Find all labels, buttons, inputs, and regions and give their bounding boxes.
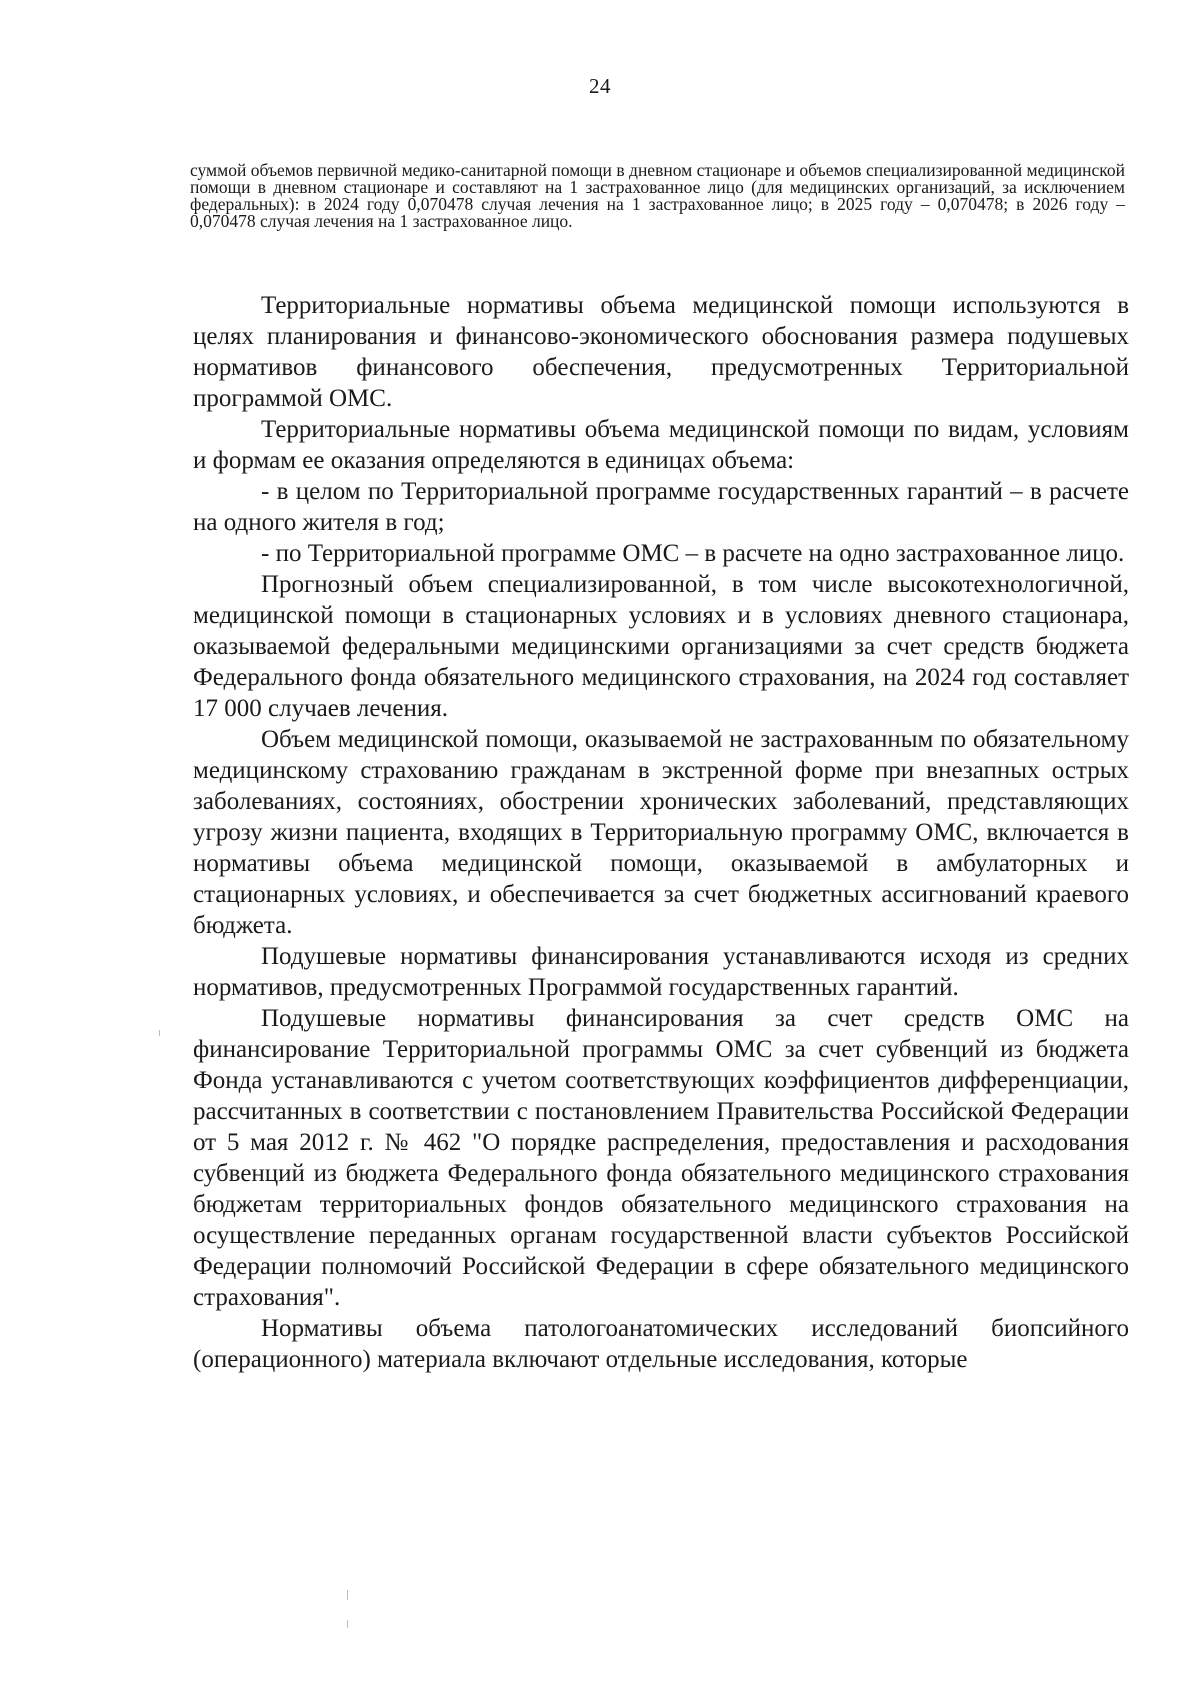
scan-artifact-mark bbox=[347, 1620, 348, 1628]
continued-paragraph: суммой объемов первичной медико-санитарной помощи в дневном стационаре и объемов специализированной медицинской помощи в дневном стационаре и составляют на 1 застрахованное лицо (для медицинских организаций, за исключением федеральных): в 2024 году 0,070478 случая лечения на 1 застрахованное лицо; в 2025 году – 0,070478; в 2026 году – 0,070478 случая лечения на 1 застрахованное лицо. bbox=[190, 160, 1125, 231]
list-item-per-resident: - в целом по Территориальной программе государственных гарантий – в расчете на одного жителя в год; bbox=[193, 478, 1129, 536]
scan-artifact-mark bbox=[159, 1030, 160, 1036]
paragraph-pathology-norms: Нормативы объема патологоанатомических исследований биопсийного (операционного) материала включают отдельные исследования, которые bbox=[193, 1315, 1129, 1373]
page-number: 24 bbox=[589, 74, 611, 98]
paragraph-forecast-volume: Прогнозный объем специализированной, в том числе высокотехнологичной, медицинской помощи в стационарных условиях и в условиях дневного стационара, оказываемой федеральными медицинскими организациями за счет средств бюджета Федерального фонда обязательного медицинского страхования, на 2024 год составляет 17 000 случаев лечения. bbox=[193, 571, 1129, 722]
paragraph-oms-per-capita-norms: Подушевые нормативы финансирования за счет средств ОМС на финансирование Территориальной программы ОМС за счет субвенций из бюджета Фонда устанавливаются с учетом соответствующих коэффициентов дифференциации, рассчитанных в соответствии с постановлением Правительства Российской Федерации от 5 мая 2012 г. № 462 "О порядке распределения, предоставления и расходования субвенций из бюджета Федерального фонда обязательного медицинского страхования бюджетам территориальных фондов обязательного медицинского страхования на осуществление переданных органам государственной власти субъектов Российской Федерации полномочий Российской Федерации в сфере обязательного медицинского страхования". bbox=[193, 1005, 1129, 1311]
list-item-per-insured: - по Территориальной программе ОМС – в расчете на одно застрахованное лицо. bbox=[261, 540, 1125, 567]
paragraph-uninsured-care: Объем медицинской помощи, оказываемой не застрахованным по обязательному медицинскому страхованию гражданам в экстренной форме при внезапных острых заболеваниях, состояниях, обострении хронических заболеваний, представляющих угрозу жизни пациента, входящих в Территориальную программу ОМС, включается в нормативы объема медицинской помощи, оказываемой в амбулаторных и стационарных условиях, и обеспечивается за счет бюджетных ассигнований краевого бюджета. bbox=[193, 726, 1129, 939]
paragraph-per-capita-norms: Подушевые нормативы финансирования устанавливаются исходя из средних нормативов, предусмотренных Программой государственных гарантий. bbox=[193, 943, 1129, 1001]
scan-artifact-mark bbox=[347, 1590, 348, 1600]
paragraph-volume-units: Территориальные нормативы объема медицинской помощи по видам, условиям и формам ее оказания определяются в единицах объема: bbox=[193, 416, 1129, 474]
paragraph-territorial-norms-usage: Территориальные нормативы объема медицинской помощи используются в целях планирования и финансово-экономического обоснования размера подушевых нормативов финансового обеспечения, предусмотренных Территориальной программой ОМС. bbox=[193, 292, 1129, 412]
document-body bbox=[193, 290, 1129, 1375]
